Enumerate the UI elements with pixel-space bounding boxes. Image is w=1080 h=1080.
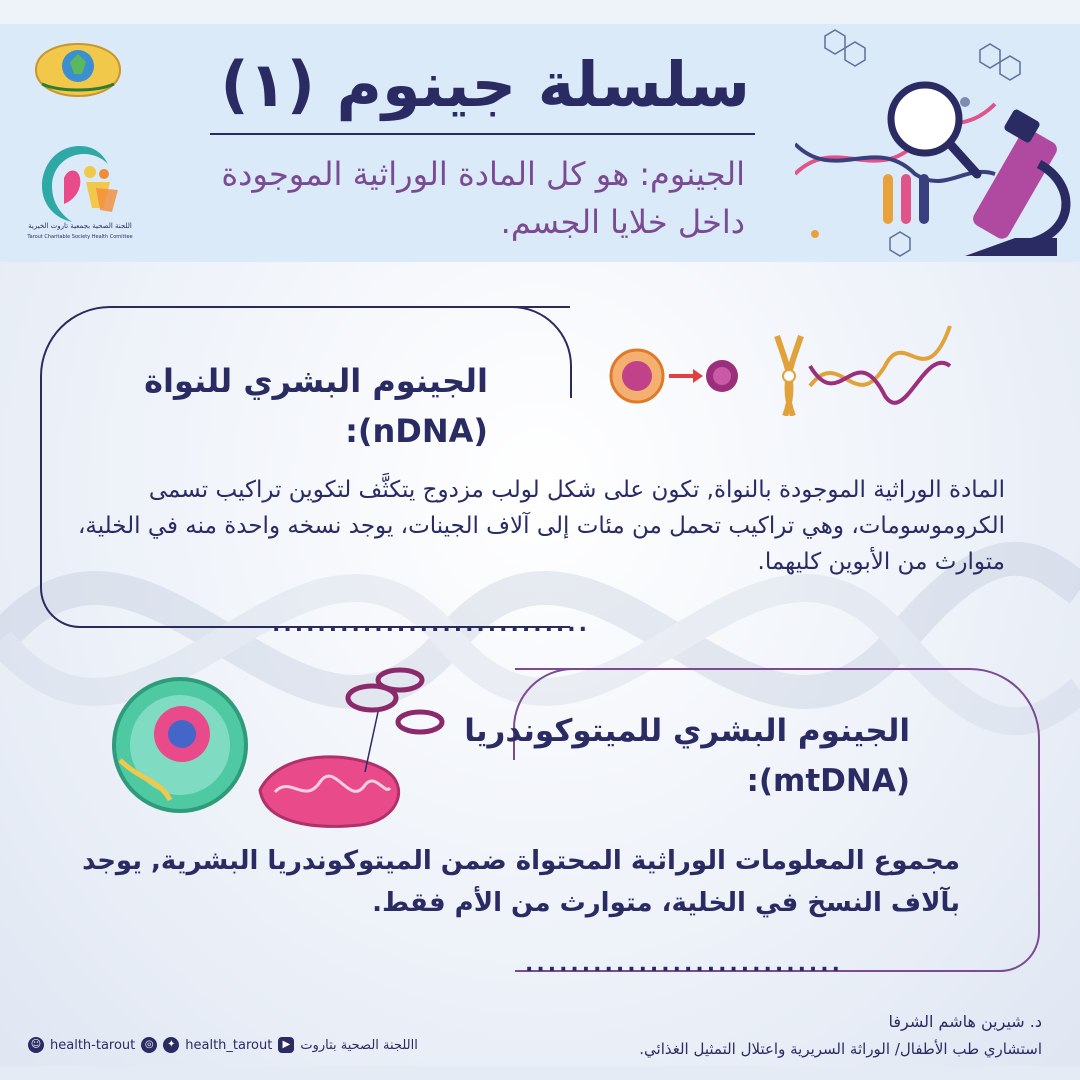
page-title: سلسلة جينوم (١): [220, 48, 750, 121]
mtdna-description: مجموع المعلومات الوراثية المحتواة ضمن الميتوكوندريا البشرية, يوجد بآلاف النسخ في الخلية، متوارث من الأم فقط.: [82, 846, 960, 918]
cell-to-dna-illustration: [605, 306, 960, 416]
title-divider: [210, 133, 755, 135]
logo-caption-english: Tarout Charitable Society Health Comittee: [27, 234, 133, 240]
twitter-handle[interactable]: health_tarout: [185, 1037, 273, 1053]
twitter-icon[interactable]: ✦: [163, 1037, 179, 1053]
cell-mitochondria-illustration: [110, 660, 460, 835]
mtdna-heading: الجينوم البشري للميتوكوندريا (mtDNA):: [464, 713, 910, 799]
youtube-icon[interactable]: ▶: [278, 1037, 294, 1053]
snapchat-handle[interactable]: health-tarout: [50, 1037, 136, 1053]
bottom-frame: [0, 1066, 1080, 1080]
ndna-dotted-separator: ............................: [272, 612, 591, 637]
logo-caption-arabic: اللجنة الصحية بجمعية تاروت الخيرية: [28, 222, 132, 230]
association-logo: [30, 40, 126, 100]
instagram-icon[interactable]: ◎: [141, 1037, 157, 1053]
top-frame: [0, 0, 1080, 24]
youtube-channel[interactable]: االلجنة الصحية بتاروت: [300, 1037, 418, 1053]
ndna-heading: الجينوم البشري للنواة (nDNA):: [144, 362, 488, 450]
social-links: [28, 1034, 418, 1056]
laboratory-illustration: [795, 24, 1080, 262]
author-title: استشاري طب الأطفال/ الوراثة السريرية واعتلال التمثيل الغذائي.: [639, 1040, 1042, 1058]
ndna-description: المادة الوراثية الموجودة بالنواة, تكون على شكل لولب مزدوج يتكثَّف لتكوين تراكيب تسمى الكروموسومات، وهي تراكيب تحمل من مئات إلى آلاف الجينات، يوجد نسخه واحدة منه في الخلية، متوارث من الأبوين كليهما.: [77, 477, 1005, 575]
mtdna-dotted-separator: ............................: [525, 952, 844, 977]
health-committee-logo: [34, 138, 126, 248]
snapchat-icon[interactable]: ☺: [28, 1037, 44, 1053]
genome-definition: الجينوم: هو كل المادة الوراثية الموجودة داخل خلايا الجسم.: [221, 155, 745, 241]
author-name: د. شيرين هاشم الشرفا: [888, 1012, 1042, 1031]
